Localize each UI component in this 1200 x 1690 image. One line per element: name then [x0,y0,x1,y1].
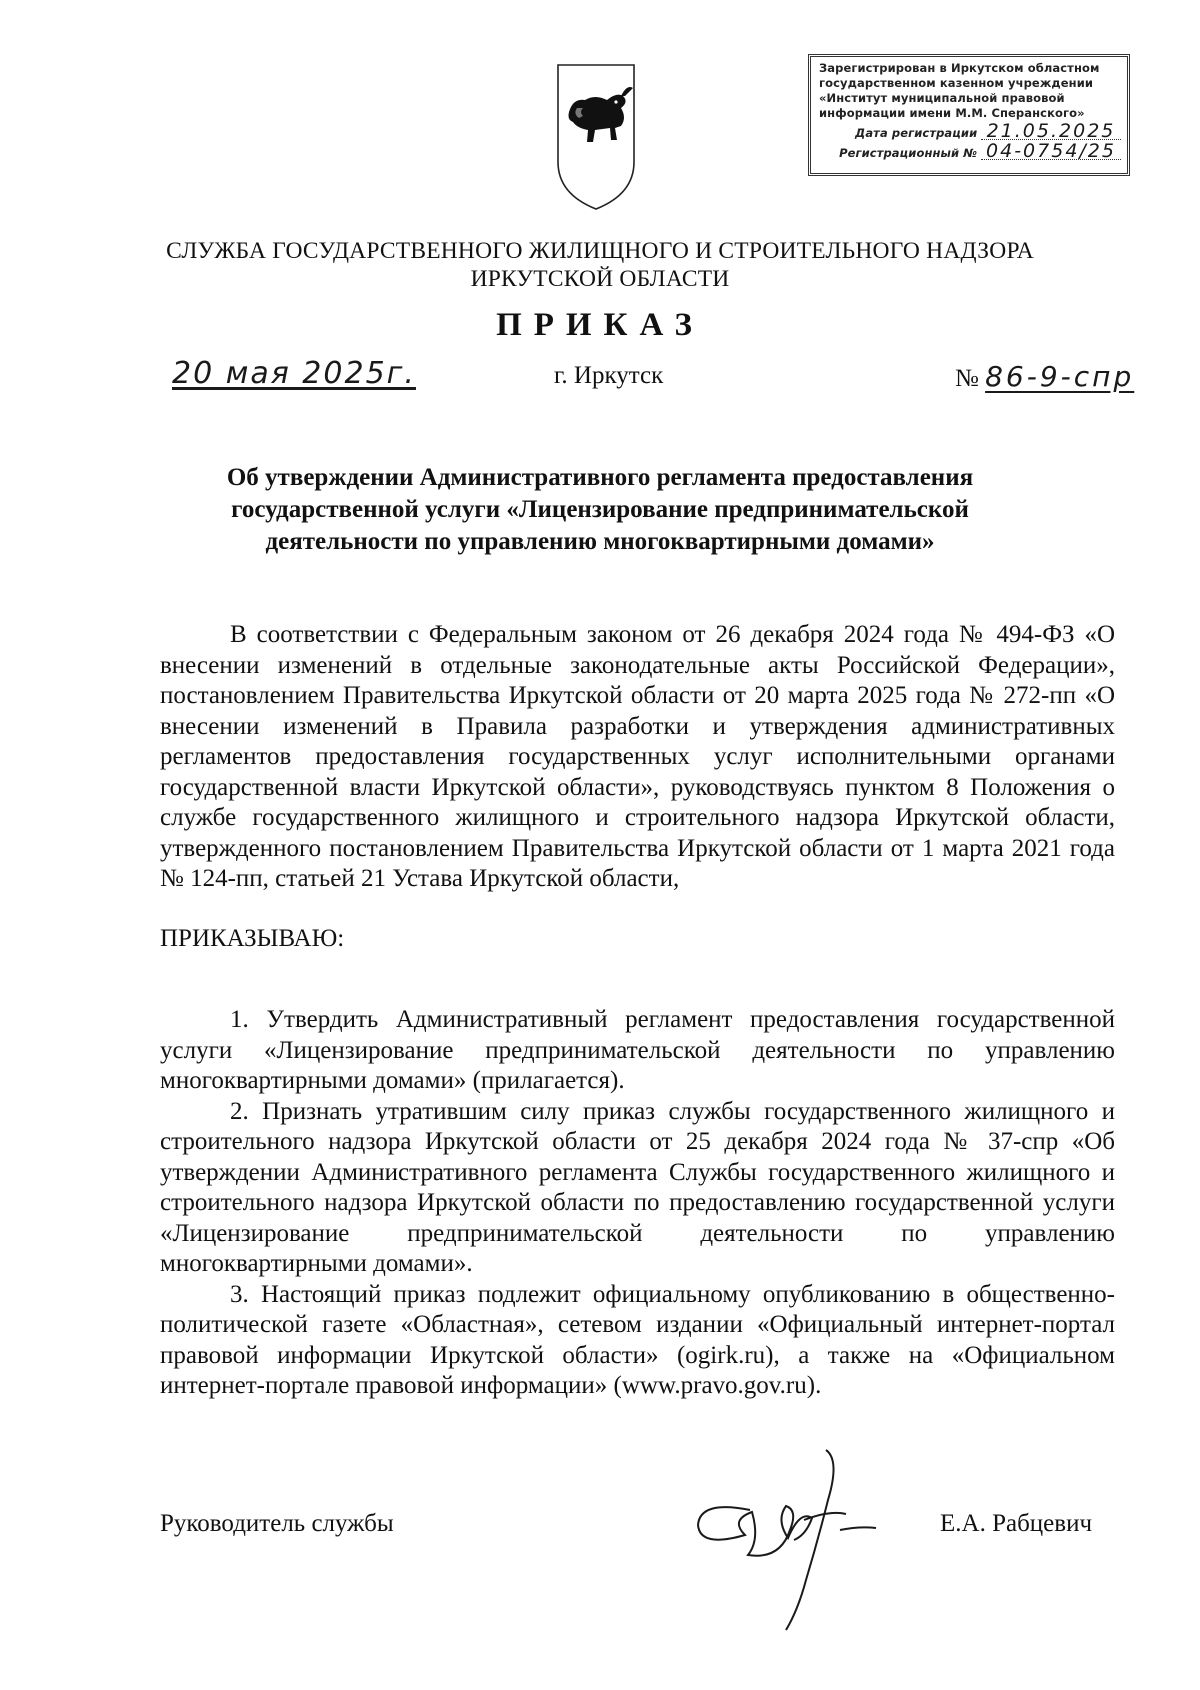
stamp-line: «Институт муниципальной правовой [819,91,1065,105]
stamp-line: Зарегистрирован в Иркутском областном [819,61,1100,75]
order-items [160,1005,1115,1402]
stamp-date-value: 21.05.2025 [981,124,1121,140]
handwritten-date: 20 мая 2025г. [172,356,416,391]
signatory-position: Руководитель службы [160,1510,394,1537]
order-item: 1. Утвердить Административный регламент предоставления государственной услуги «Лицензирование предпринимательской деятельности по управлению многоквартирными домами» (прилагается). [160,1006,1115,1094]
coat-of-arms-emblem [555,62,637,212]
organization-name: СЛУЖБА ГОСУДАРСТВЕННОГО ЖИЛИЩНОГО И СТРОИТЕЛЬНОГО НАДЗОРА [166,238,1034,264]
handwritten-signature [690,1440,930,1640]
order-word: ПРИКАЗЫВАЮ: [160,925,345,952]
preamble [160,620,1115,895]
number-label: № [955,365,979,392]
stamp-reg-label: Регистрационный № [839,146,978,160]
order-item: 3. Настоящий приказ подлежит официальному опубликованию в общественно-политической газете «Областная», сетевом издании «Официальный интернет-портал правовой информации Иркутской области» (ogirk.ru), а также на «Официальном интернет-портале правовой информации» (www.pravo.gov.ru). [160,1280,1115,1399]
document-city: г. Иркутск [554,362,664,389]
order-item: 2. Признать утратившим силу приказ службы государственного жилищного и строительного надзора Иркутской области от 25 декабря 2024 года № 37-спр «Об утверждении Административного регламента Службы государственного жилищного и строительного надзора Иркутской области по предоставлению государственной услуги «Лицензирование предпринимательской деятельности по управлению многоквартирными домами». [160,1097,1115,1277]
document-number [955,360,1134,393]
signatory-name: Е.А. Рабцевич [940,1510,1093,1537]
document-type-title: ПРИКАЗ [496,307,704,343]
stamp-date-field [819,120,1121,142]
stamp-line: государственном казенном учреждении [819,76,1094,90]
stamp-date-label: Дата регистрации [854,126,978,140]
registration-stamp [808,54,1130,176]
organization-region: ИРКУТСКОЙ ОБЛАСТИ [470,266,730,292]
stamp-reg-field [819,140,1121,162]
stamp-line: информации имени М.М. Сперанского» [819,106,1085,120]
order-subject: Об утверждении Административного регламента предоставления государственной услуги «Лицензирование предпринимательской деятельности по управлению многоквартирными домами» [226,464,974,555]
stamp-reg-value: 04-0754/25 [981,144,1121,160]
handwritten-number: 86-9-спр [985,360,1135,393]
preamble-text: В соответствии с Федеральным законом от 26 декабря 2024 года № 494-ФЗ «О внесении изменений в отдельные законодательные акты Российской Федерации», постановлением Правительства Иркутской области от 20 марта 2025 года № 272-пп «О внесении изменений в Правила разработки и утверждения административных регламентов предоставления государственных услуг исполнительными органами государственной власти Иркутской области», руководствуясь пунктом 8 Положения о службе государственного жилищного и строительного надзора Иркутской области, утвержденного постановлением Правительства Иркутской области от 1 марта 2021 года № 124-пп, статьей 21 Устава Иркутской области, [160,621,1115,892]
